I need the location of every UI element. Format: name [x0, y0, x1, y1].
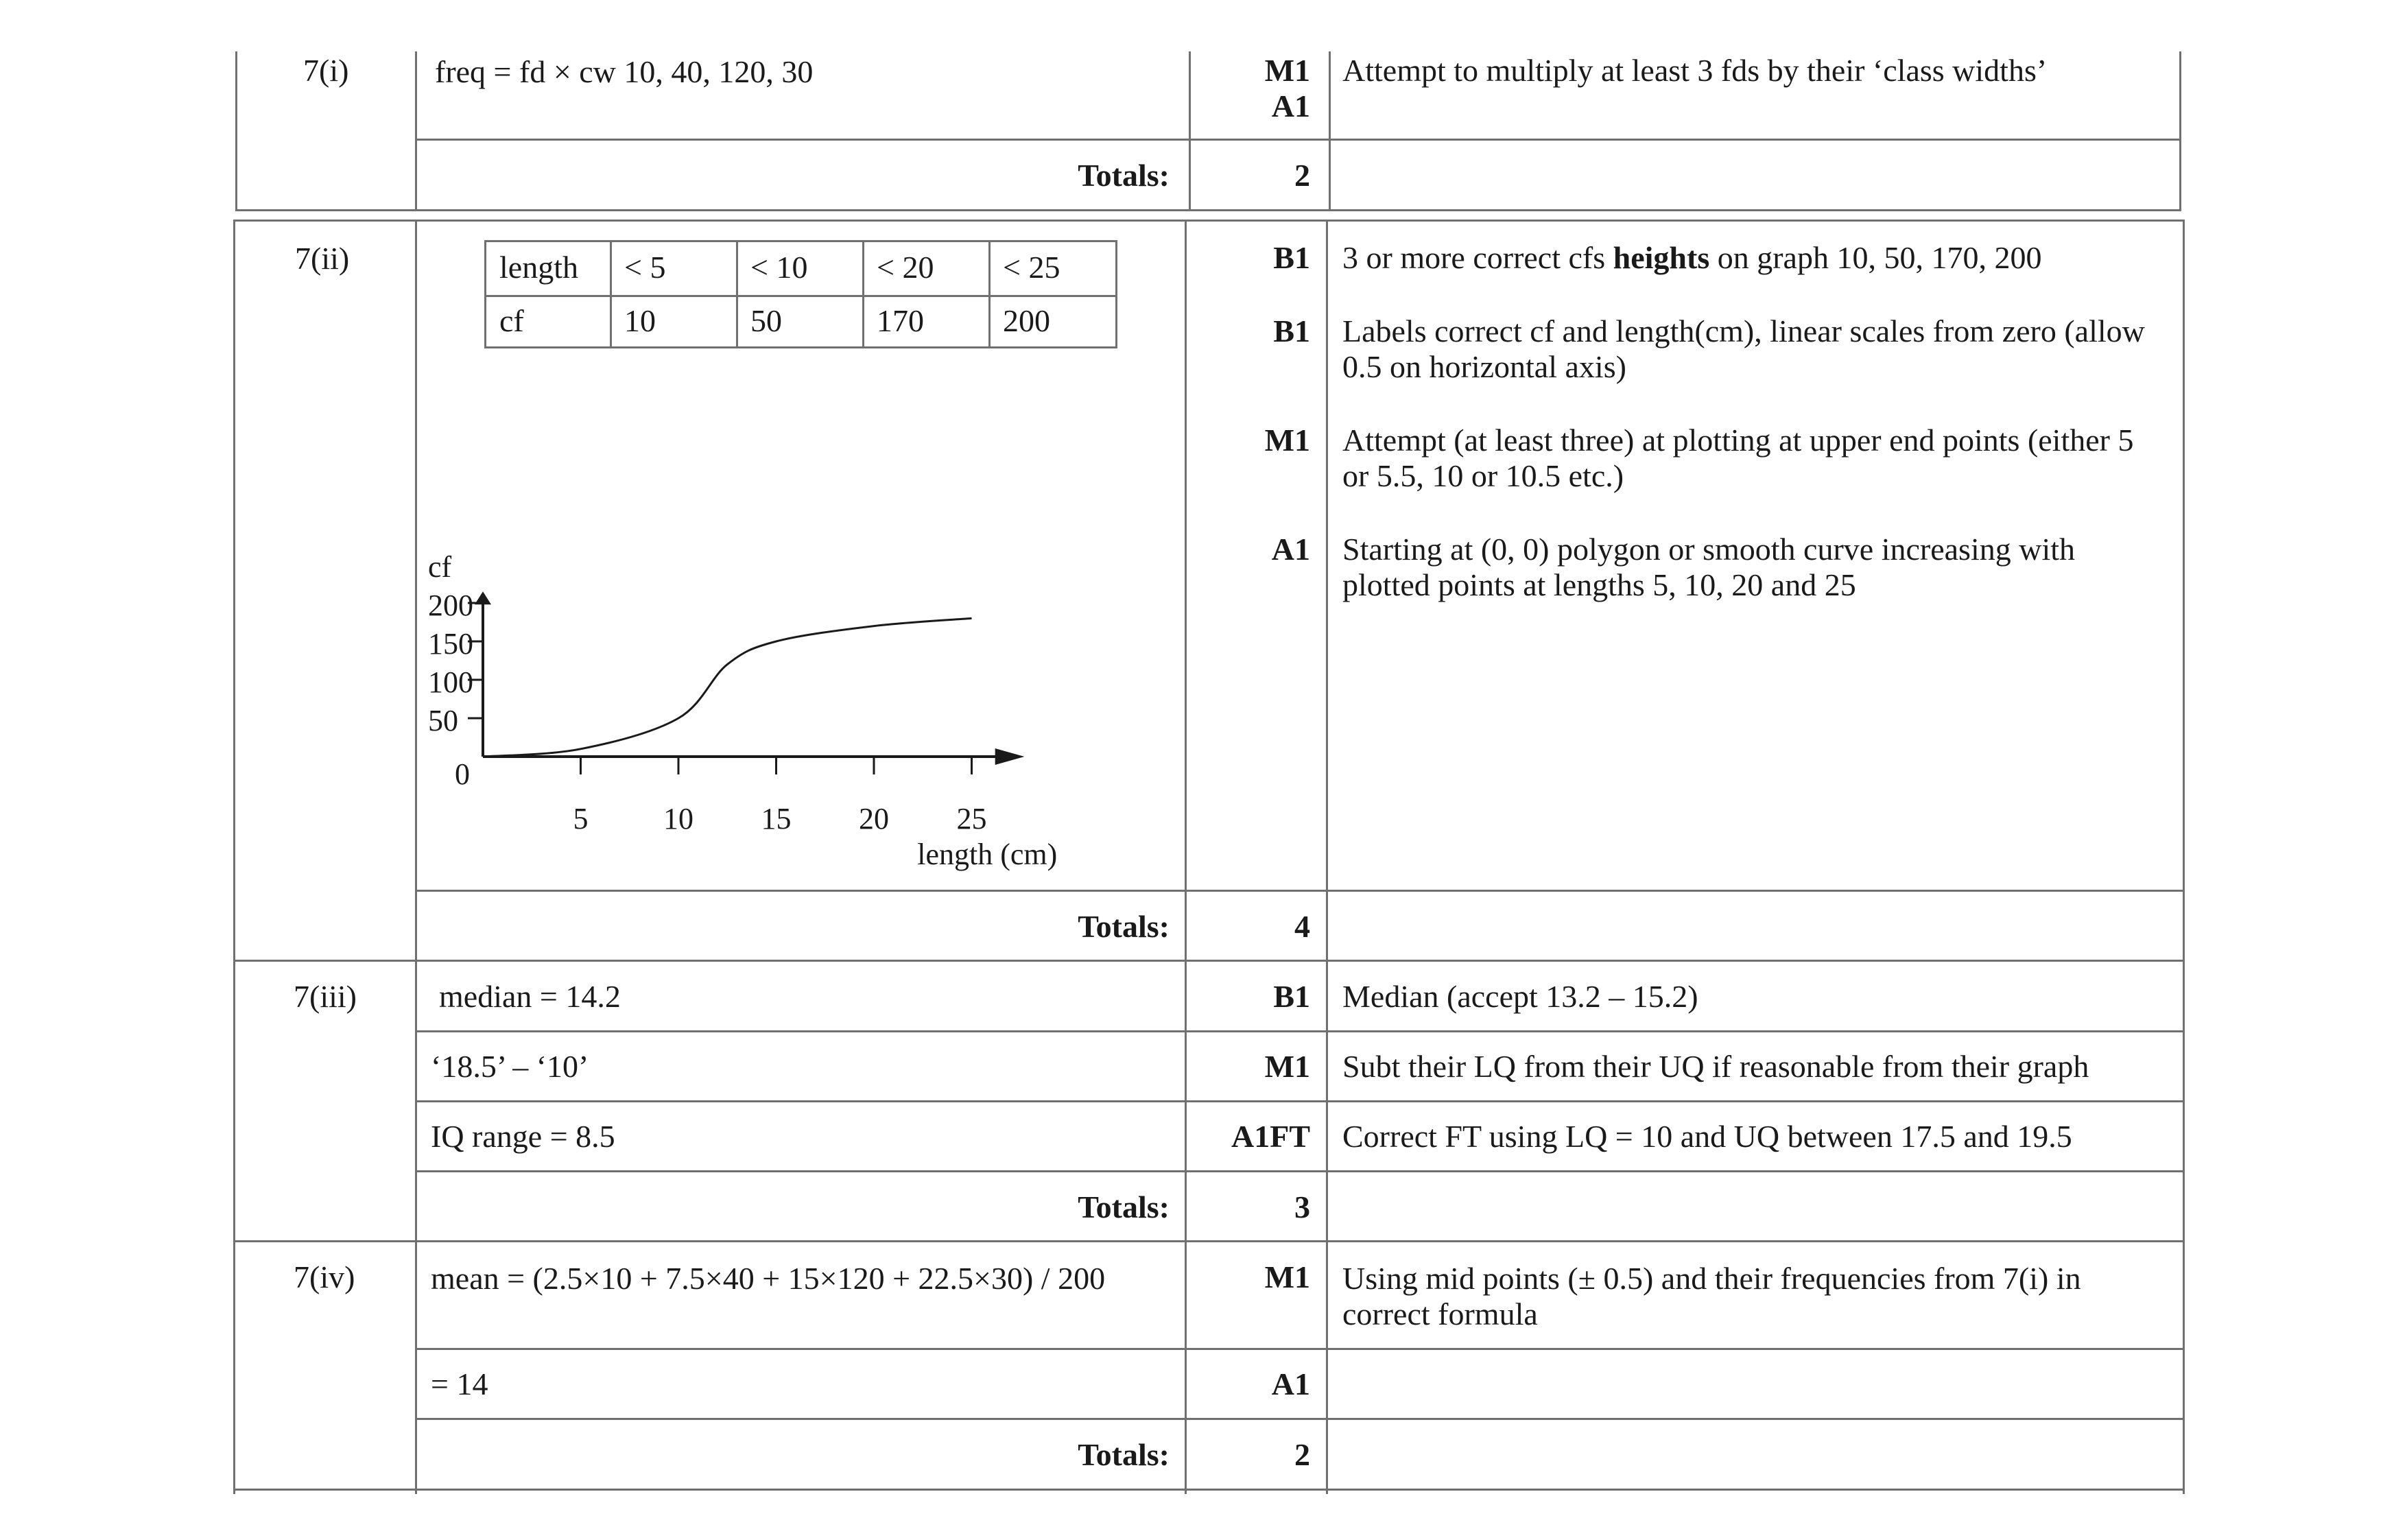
cf-curve — [483, 618, 972, 757]
totals-label: Totals: — [1078, 1189, 1170, 1224]
totals-label: Totals: — [1078, 1437, 1170, 1472]
mark-code: A1 — [1271, 88, 1310, 123]
guidance-text: Attempt (at least three) at plotting at upper end points (either 5 — [1342, 423, 2134, 458]
table-header-cell: length — [499, 250, 578, 285]
mark-code: M1 — [1264, 423, 1310, 458]
totals-value: 3 — [1294, 1189, 1310, 1224]
mark-code: B1 — [1273, 313, 1310, 348]
x-axis-label: length (cm) — [917, 838, 1058, 871]
mark-code: M1 — [1264, 1049, 1310, 1084]
mark-code: A1 — [1271, 532, 1310, 567]
table-cell: < 5 — [624, 250, 666, 285]
guidance-text: plotted points at lengths 5, 10, 20 and 25 — [1342, 567, 1856, 602]
x-tick-label: 5 — [573, 802, 589, 836]
mark-code: M1 — [1264, 1259, 1310, 1294]
answer-text: = 14 — [431, 1366, 488, 1401]
answer-text: ‘18.5’ – ‘10’ — [431, 1049, 589, 1084]
totals-label: Totals: — [1078, 909, 1170, 944]
guidance-text: Subt their LQ from their UQ if reasonable from their graph — [1342, 1049, 2089, 1084]
table-cell: < 20 — [877, 250, 934, 285]
x-axis-arrow — [995, 748, 1025, 765]
part-label: 7(iv) — [294, 1259, 355, 1294]
guidance-text: or 5.5, 10 or 10.5 etc.) — [1342, 458, 1624, 493]
guidance-text: Starting at (0, 0) polygon or smooth curve increasing with — [1342, 532, 2076, 567]
answer-text: mean = (2.5×10 + 7.5×40 + 15×120 + 22.5×30) / 200 — [431, 1261, 1106, 1296]
mark-code: A1FT — [1231, 1119, 1310, 1154]
table-cell: 10 — [624, 303, 656, 338]
guidance-text: Median (accept 13.2 – 15.2) — [1342, 979, 1698, 1014]
part-label: 7(ii) — [295, 241, 350, 276]
y-tick-label: 100 — [428, 665, 473, 699]
totals-label: Totals: — [1078, 158, 1170, 193]
table-cell: < 10 — [750, 250, 808, 285]
table-header-cell: cf — [499, 303, 524, 338]
mark-code: B1 — [1273, 979, 1310, 1014]
answer-text: IQ range = 8.5 — [431, 1119, 615, 1154]
table-cell: 170 — [877, 303, 924, 338]
mark-code: B1 — [1273, 240, 1310, 275]
y-tick-label: 50 — [428, 704, 458, 737]
totals-value: 2 — [1294, 158, 1310, 193]
guidance-text: 3 or more correct cfs heights on graph 10, 50, 170, 200 — [1342, 240, 2042, 275]
answer-text: freq = fd × cw 10, 40, 120, 30 — [435, 54, 814, 89]
answer-text: median = 14.2 — [439, 979, 621, 1014]
guidance-text: Correct FT using LQ = 10 and UQ between 17.5 and 19.5 — [1342, 1119, 2072, 1154]
table-cell: 200 — [1003, 303, 1050, 338]
y-tick-label: 150 — [428, 627, 473, 661]
x-tick-label: 25 — [956, 802, 987, 836]
mark-code: A1 — [1271, 1366, 1310, 1401]
guidance-text: Using mid points (± 0.5) and their frequencies from 7(i) in — [1342, 1261, 2081, 1296]
mark-code: M1 — [1264, 53, 1310, 88]
table-cell: 50 — [750, 303, 782, 338]
guidance-text: Labels correct cf and length(cm), linear scales from zero (allow — [1342, 313, 2145, 348]
guidance-text: Attempt to multiply at least 3 fds by their ‘class widths’ — [1342, 53, 2048, 88]
guidance-text: 0.5 on horizontal axis) — [1342, 349, 1626, 384]
x-tick-label: 15 — [761, 802, 792, 836]
y-tick-label: 200 — [428, 589, 473, 622]
y-axis-label: cf — [428, 550, 452, 584]
table-cell: < 25 — [1003, 250, 1060, 285]
part-label: 7(iii) — [294, 979, 357, 1014]
guidance-text: correct formula — [1342, 1296, 1538, 1331]
totals-value: 2 — [1294, 1437, 1310, 1472]
y-tick-label: 0 — [455, 757, 470, 791]
x-tick-label: 10 — [663, 802, 693, 836]
cf-graph — [412, 377, 1118, 885]
x-tick-label: 20 — [859, 802, 889, 836]
part-label: 7(i) — [303, 53, 349, 88]
totals-value: 4 — [1294, 909, 1310, 944]
